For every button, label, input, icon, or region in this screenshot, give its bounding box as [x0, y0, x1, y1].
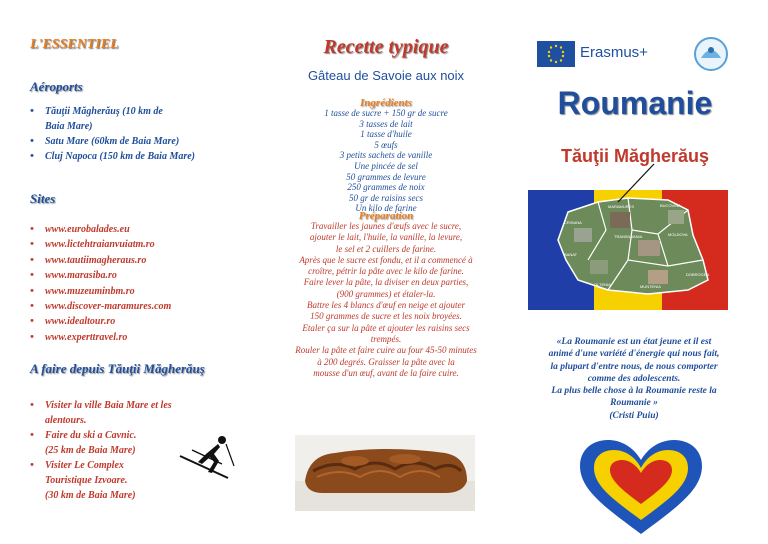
- site-link[interactable]: • www.lictehtraianvuiatm.ro: [10, 237, 250, 252]
- ingredients-title: Ingrédients: [360, 97, 412, 109]
- recipe-title: Recette typique: [323, 36, 449, 58]
- list-item: • Satu Mare (60km de Baia Mare): [10, 134, 250, 149]
- country-title: Roumanie: [557, 85, 713, 121]
- site-link[interactable]: • www.discover-maramures.com: [10, 299, 250, 314]
- ingredient: Une pincée de sel: [354, 160, 418, 171]
- skier-icon: [178, 432, 238, 482]
- site-link[interactable]: • www.muzeuminbm.ro: [10, 284, 250, 299]
- map-label: TRANSILVANIA: [614, 234, 643, 239]
- erasmus-label: Erasmus+: [580, 44, 648, 61]
- ingredient: 250 grammes de noix: [347, 182, 425, 193]
- ingredients-list: [280, 108, 492, 214]
- ingredient: 5 œufs: [374, 139, 398, 150]
- map-label: MARAMURES: [608, 204, 635, 209]
- list-item: • Visiter Le Complex: [10, 458, 250, 473]
- preparation-text: Travailler les jaunes d'œufs avec le sucre, ajouter le lait, l'huile, la vanille, la levure, le sel et 2 cuillers de farine. Après que le sucre est fondu, et il a commencé à croître, pétrir la pâte avec le kilo de farine. Faire lever la pâte, la diviser en deux parties, (900 grammes) et étaler-la. Battre les 4 blancs d'œuf en neige et ajouter 150 grammes de sucre et les noix broyées. Etaler ça sur la pâte et ajouter les raisins secs trempés. Rouler la pâte et faire cuire au four 45-50 minutes à 200 degrés. Graisser la pâte avec la mousse d'un œuf, avant de la faire cuire.: [295, 221, 477, 378]
- preparation-title: Préparation: [358, 210, 414, 222]
- map-label: BUCOVINA: [660, 203, 681, 208]
- map-label: CRISANA: [564, 220, 582, 225]
- sites-title: Sites: [30, 191, 56, 206]
- heart-icon: [576, 438, 706, 538]
- cake-photo: [295, 435, 475, 511]
- map-label: MOLDOVA: [668, 232, 688, 237]
- list-item: (30 km de Baia Mare): [45, 490, 136, 501]
- list-item: • Visiter la ville Baia Mare et les: [10, 398, 250, 413]
- map-label: DOBROGEA: [686, 272, 710, 277]
- list-item: Baia Mare): [45, 121, 93, 132]
- map-label: OLTENIA: [594, 282, 611, 287]
- map-label: BANAT: [564, 252, 578, 257]
- ingredient: 1 tasse de sucre + 150 gr de sucre: [324, 108, 448, 118]
- site-link[interactable]: • www.idealtour.ro: [10, 314, 250, 329]
- list-item: • Tăuţii Măgherăuş (10 km de: [10, 104, 250, 119]
- recipe-subtitle: Gâteau de Savoie aux noix: [307, 68, 465, 83]
- site-link[interactable]: • www.tautiimagheraus.ro: [10, 253, 250, 268]
- list-item: • Cluj Napoca (150 km de Baia Mare): [10, 149, 250, 164]
- list-item: alentours.: [45, 415, 87, 426]
- school-logo-icon: [693, 36, 729, 72]
- ingredient: 50 gr de raisins secs: [349, 192, 423, 203]
- site-link[interactable]: • www.eurobalades.eu: [10, 222, 250, 237]
- pointer-line: [600, 160, 660, 210]
- list-item: Touristique Izvoare.: [45, 475, 128, 486]
- site-link[interactable]: • www.marasiba.ro: [10, 268, 250, 283]
- sites-list: [10, 222, 250, 345]
- list-item: (25 km de Baia Mare): [45, 445, 136, 456]
- ingredient: 1 tasse d'huile: [360, 129, 412, 140]
- ingredient: Un kilo de farine: [355, 203, 417, 214]
- ingredient: 3 petits sachets de vanille: [339, 150, 433, 161]
- aeroports-list: [10, 104, 250, 164]
- essentiel-title: L'ESSENTIEL: [30, 37, 119, 52]
- aeroports-title: Aéroports: [30, 79, 83, 94]
- site-link[interactable]: • www.experttravel.ro: [10, 330, 250, 345]
- ingredient: 3 tasses de lait: [359, 118, 413, 129]
- town-title: Tăuţii Măgherăuş: [560, 146, 710, 166]
- ingredient: 50 grammes de levure: [346, 171, 426, 182]
- map-label: MUNTENIA: [640, 284, 661, 289]
- afaire-title: A faire depuis Tăuţii Măgherăuş: [30, 361, 205, 376]
- eu-flag-icon: [537, 41, 575, 67]
- quote: «La Roumanie est un état jeune et il est animé d'une variété d'énergie qui nous fait, la plupart d'entre nous, de nous comporter comme des adolescents. La plus belle chose à la Roumanie reste la Roumanie » (Cristi Puiu): [548, 337, 720, 421]
- list-item: • Faire du ski a Cavnic.: [10, 428, 250, 443]
